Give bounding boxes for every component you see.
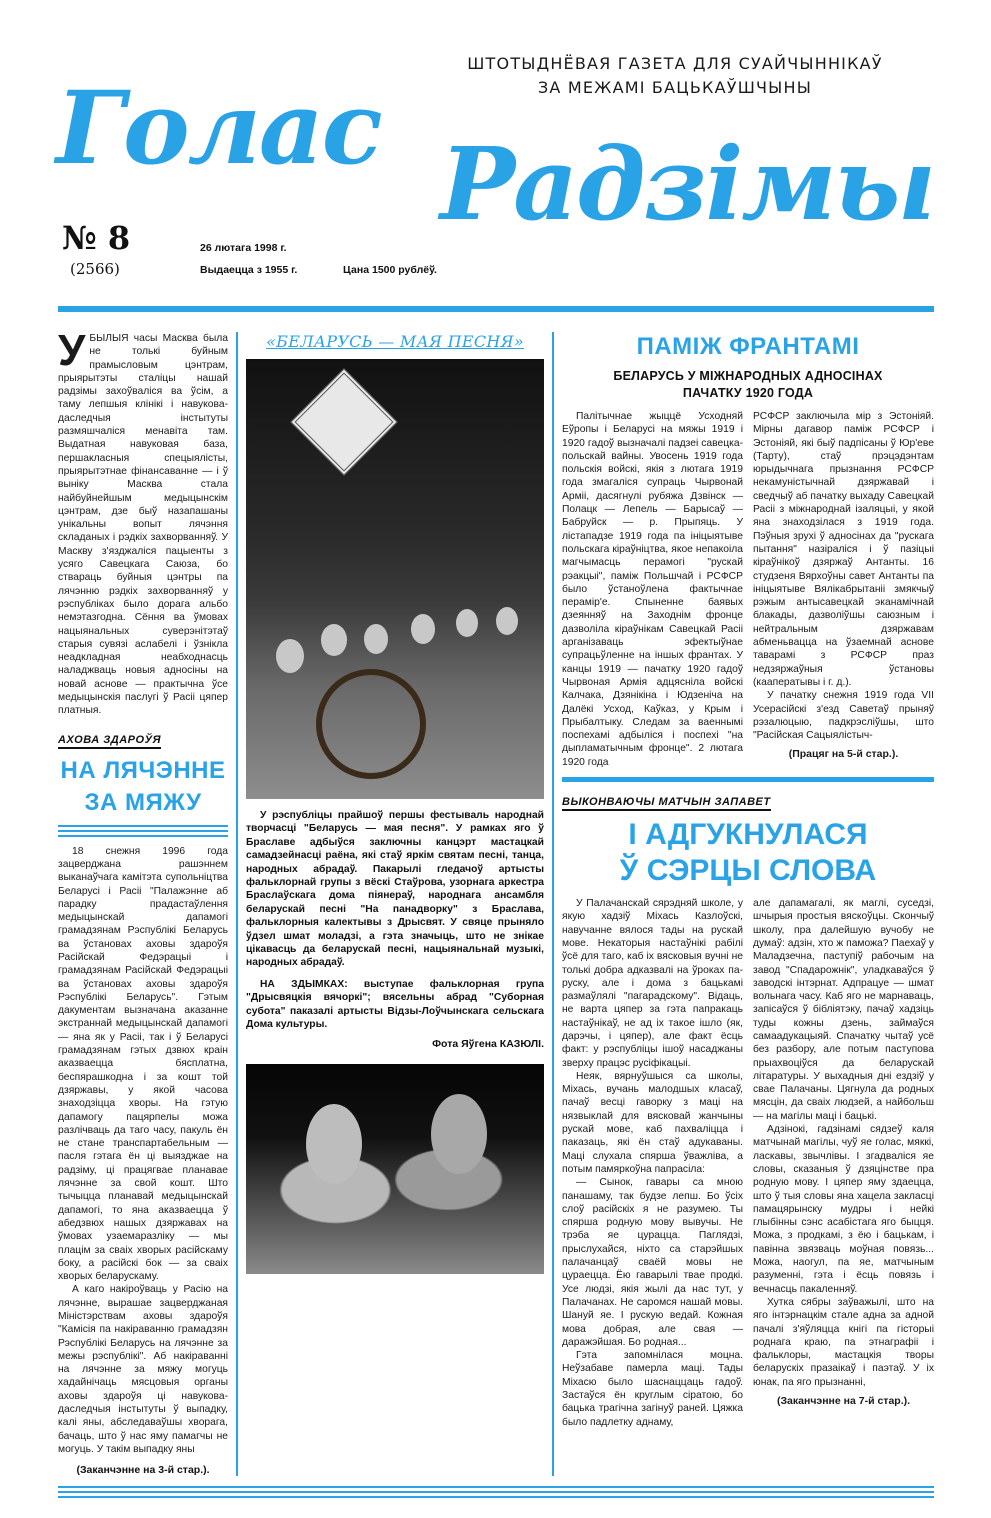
page-columns <box>58 326 934 1477</box>
right-top-subheadline <box>562 368 934 402</box>
left-paragraph: 18 снежня 1996 года зацверджана рашэннем выканаўчага камітэта супольніцтва Беларусі і Расіі "Палажэнне аб парадку прадастаўлення медыцынскай дапамогі грамадзянам Рэспублікі Беларусь ва ўстановах аховы здароўя Расійскай Федэрацыі і грамадзянам Расійскай Федэрацыі ва ўстановах аховы здароўя Рэспублікі Беларусь". Гэтым дакументам вызначана аказанне экстраннай медыцынскай дапамогі — яна як у Расіі, так і ў Беларусі грамадзянам гэтых дзвюх краін аказваецца бясплатна, беспярашкодна і за кошт той дзяржавы, у якой часова знаходзіцца хворы. На гэтую дапамогу пацярпелы можа разлічваць да таго часу, пакуль ён не стане транспартабельным — пасля гэтага ён ці выязджае на радзіму, ці працягвае планавае лячэнне за свой кошт. Што тычыцца планавай медыцынскай дапамогі, то яна аказваецца ў абедзвюх нашых дзяржавах на ўмовах узаемаразліку — мы плацім за сваіх хворых расійскаму боку, а расійскі бок — за сваіх хворых беларускаму. <box>58 845 228 1283</box>
right-top-paragraph: Палітычнае жыццё Усходняй Еўропы і Беларусі на мяжы 1919 і 1920 гадоў вызначалі падзеі савецка-польскай вайны. Увосень 1919 года польскія войскі, якія з лютага 1919 года змагаліся супраць Чырвонай Арміі, дасягнулі рубяжа Дзвінск — Полацк — Лепель — Барысаў — Бабруйск — р. Прыпяць. У лістападзе 1919 года па ініцыятыве польскага кіраўніцтва, якое непакоіла магчымасць перамогі "рускай рэакцыі", паміж Польшчай і РСФСР было ўстаноўлена фактычнае перамір'е. Спыненне баявых дзеянняў на Заходнім фронце дазволіла кіраўнікам Савецкай Расіі арганізаваць эфектыўнае супрацьўленне на іншых франтах. У канцы 1919 — пачатку 1920 гадоў Чырвоная Армія адцясніла войскі Калчака, Дзянікіна і Юдзеніча на Далёкі Усход, Каўказ, у Крым і Прыбалтыку. Следам за ваеннымі поспехамі адбыліся і поспехі "на дыпламатычным фронце". 2 лютага 1920 года <box>562 411 743 768</box>
right-bottom-continuation-link[interactable]: (Заканчэнне на 7-й стар.). <box>776 1395 911 1407</box>
right-bottom-column-2 <box>753 897 934 1429</box>
caption-text: У рэспубліцы прайшоў першы фестываль народнай творчасці "Беларусь — мая песня". У рамках яго ў Браславе адбыўся заключны канцэрт мастацкай самадзейнасці раёна, які стаў яркім святам песні, танца, народных абрадаў. Пакарылі гледачоў артысты фальклорнай групы з вёскі Стаўрова, узорнага аркестра Браслаўскага дома піянераў, народнага ансамбля беларускай песні "На панадворку" з Браслава, фальклорныя калектывы з Дрысвят. У свяце прыняло ўдзел шмат моладзі, а гэта значыць, што не знікае цікавасць да беларускай песні, нацыянальнай музыкі, народных абрадаў. <box>246 810 544 969</box>
left-continuation-link[interactable]: (Заканчэнне на 3-й стар.). <box>76 1464 210 1477</box>
photo-note-text: НА ЗДЫМКАХ: выступае фальклорная група "Дрысвяцкія вячоркі"; вясельны абрад "Суборная субота" паказалі артысты Відзы-Лоўчынскага сельскага Дома культуры. <box>246 978 544 1031</box>
right-bottom-headline-line-1: І АДГУКНУЛАСЯ <box>628 818 868 852</box>
festival-photo <box>246 359 544 799</box>
right-bottom-column-1 <box>562 897 743 1429</box>
right-bottom-columns <box>562 897 934 1429</box>
tagline-line-2: ЗА МЕЖАМІ БАЦЬКАЎШЧЫНЫ <box>537 78 813 97</box>
right-bottom-paragraph: Гэта запомнілася моцна. Неўзабаве памерла маці. Тады Міхасю было шаснаццаць гадоў. Застаўся ён круглым сіратою, бо бацька трагічна загінуў раней. Цяжка было падлетку аднаму, <box>562 1350 743 1428</box>
performer-face <box>276 639 304 673</box>
festival-emblem-icon <box>290 368 397 475</box>
center-section-title: «БЕЛАРУСЬ — МАЯ ПЕСНЯ» <box>266 332 524 351</box>
newspaper-logo-word-2: Радзімы <box>440 125 935 243</box>
right-bottom-paragraph: Неяк, вярнуўшыся са школы, Міхась, вучань малодшых класаў, пачаў весці гаворку з маці на нязвыклай для вясковай жанчыны рускай мове, каб пахваліцца і паказаць, які ён стаў адукаваны. Маці слухала спярша ўважліва, а потым памяркоўна папрасіла: <box>562 1070 743 1175</box>
photo-credit: Фота Яўгена КАЗЮЛІ. <box>432 1037 544 1050</box>
masthead <box>58 44 934 306</box>
performer-face <box>456 609 478 637</box>
left-headline <box>58 755 228 819</box>
left-headline-line-1: НА ЛЯЧЭННЕ <box>60 756 226 784</box>
performer-face <box>496 607 518 635</box>
right-top-paragraph: У пачатку снежня 1919 года VII Усерасійскі з'езд Саветаў прыняў рэзалюцыю, падкрэсліўшы, што "Расійская Сацыялістыч- <box>753 690 934 742</box>
intro-text: БЫЛЫЯ часы Масква была не толькі буйным прамысловым цэнтрам, прыярытэты сталіцы нашай радзімы захоўваліся ва ўсім, а таму лепшыя клінікі і навукова-даследчыя інстытуты размяшчаліся менавіта там. Выдатная навуковая база, першакласныя спецыялісты, прыярытэтнае фінансаванне — і ў выніку Масква стала найбуйнейшым медыцынскім цэнтрам, дзе быў назапашаны унікальны вопыт лячэння складаных і рэдкіх захворванняў. У Маскву з'язджаліся пацыенты з усяго Савецкага Саюза, бо ствараць буйныя цэнтры па лячэнню рэдкіх захворванняў у рэспубліках было дорага альбо немэтазгодна. Сёння ва ўмовах нацыянальных суверэнітэтаў старыя сувязі аслабелі і ўзнікла неадкладная неабходнасць наладжваць новыя адносіны на новай аснове — практычна ўсе медыцынскія паслугі ў Расіі цяпер платныя. <box>58 333 228 717</box>
spinning-wheel-icon <box>316 669 426 779</box>
right-top-column-1 <box>562 410 743 769</box>
right-top-headline: ПАМІЖ ФРАНТАМІ <box>636 333 860 360</box>
footer-divider <box>58 1486 934 1498</box>
performer-face <box>306 1104 362 1184</box>
right-bottom-paragraph: Адзінокі, гадзінамі сядзеў каля матчынай магілы, чуў яе голас, мяккі, ласкавы, звычлівы. І згадваліся яе словы, сказаныя ў дзяцінстве пра родную мову. І цяпер яму здаецца, што ў тыя словы яна хацела закласці памацярынску мудры і нейкі глыбінны сэнс асабістага яго быцця. Можа, з продкамі, з ёю і бацькам, і павінна звязваць моўная повязь... Можа, наогул, па яе, матчыным разуменні, гэта і ёсць повязь і вечнасць пакаленняў. <box>753 1124 934 1295</box>
issue-date: 26 лютага 1998 г. <box>200 242 287 254</box>
left-headline-divider <box>58 825 228 837</box>
right-top-continuation-link[interactable]: (Працяг на 5-й стар.). <box>788 748 899 761</box>
right-bottom-paragraph: Хутка сябры заўважылі, што на яго інтэрнацкім стале адна за адной пачалі з'яўляцца кнігі па гісторыі роднага краю, па этнаграфіі і фальклоры, мастацкія творы беларускіх празаікаў і паэтаў. У іх юнак, па яго прызнанні, <box>753 1296 934 1388</box>
ritual-photo <box>246 1064 544 1274</box>
performer-face <box>364 624 388 654</box>
right-bottom-paragraph: — Сынок, гавары са мною панашаму, так будзе лепш. Бо ўсіх слоў расійскіх я не разумею. Ты спярша родную мову вывучы. Не трэба яе цурацца. Паглядзі, прыслухайся, ніхто са старэйшых палачанцаў сваёй мовы не цураецца. Ёю гаварылі твае продкі. Усе людзі, якія жылі да нас тут, у Палачанах. Не саромся нашай мовы. Шануй яе. І рускую ведай. Кожная мова добрая, але свая — даражэйшая. Бо родная... <box>562 1177 743 1348</box>
right-column <box>562 332 934 1476</box>
subheadline-line-1: БЕЛАРУСЬ У МІЖНАРОДНЫХ АДНОСІНАХ <box>613 369 883 383</box>
masthead-divider <box>58 306 934 312</box>
issue-total-number: (2566) <box>70 260 120 278</box>
right-top-column-2 <box>753 410 934 769</box>
right-section-divider <box>562 777 934 782</box>
masthead-tagline <box>430 52 920 100</box>
issue-number: № 8 <box>62 219 131 257</box>
right-bottom-paragraph: У Палачанскай сярэдняй школе, у якую хадзіў Міхась Казлоўскі, навучанне вялося тады на рускай мове. Некаторыя настаўнікі рабілі ўсё для таго, каб іх вясковыя вучні не толькі добра адказвалі на ўроках па-руску, але і дома з бацькамі размаўлялі "пагарадскому". Відаць, не варта цяпер за гэта папракаць настаўнікаў, не ад іх такое ішло (як, дарэчы, і цяпер), але факт ёсць факт: у рэспубліцы ішоў насаджаны зверху працэс русіфікацыі. <box>562 898 743 1069</box>
right-bottom-rubric: ВЫКОНВАЮЧЫ МАТЧЫН ЗАПАВЕТ <box>562 796 771 811</box>
photo-caption <box>246 809 544 970</box>
photo-note <box>246 978 544 1032</box>
left-headline-line-2: ЗА МЯЖУ <box>84 788 202 816</box>
left-column <box>58 326 228 1477</box>
performer-face <box>321 624 347 656</box>
left-paragraph: А каго накіроўваць у Расію на лячэнне, вырашае зацверджаная Міністэрствам аховы здароўя "Камісія па накіраванню грамадзян Рэспублікі Беларусь на лячэнне за межы рэспублікі". Аб накіраванні на лячэнне за мяжу могуць хадайнічаць мясцовыя органы аховы здароўя ці навукова-даследчыя інстытуты ў выпадку, калі яны, абследаваўшы хворага, бачаць, што ў нас яму памагчы не могуць. У такім выпадку яны <box>58 1284 228 1455</box>
left-intro-article <box>58 326 228 718</box>
right-top-paragraph: РСФСР заключыла мір з Эстоніяй. Мірны дагавор паміж РСФСР і Эстоніяй, які быў падпісаны ў Юр'еве (Тарту), стаў прэцэдэнтам юрыдычнага прызнання РСФСР некамуністычнай дзяржавай і сведчыў аб пачатку выхаду Савецкай Расіі з міжнароднай ізаляцыі, у якой яна знаходзілася з 1919 года. Пэўныя зрухі ў адносінах да "рускага пытання" назіраліся і ў пазіцыі кіраўнікоў дзяржаў Антанты. 16 студзеня Вярхоўны савет Антанты па ініцыятыве Вялікабрытаніі змякчыў рэжым антысавецкай эканамічнай блакады, дазволіўшы саюзным і нейтральным дзяржавам абменьвацца на ўзаемнай аснове таварамі з РСФСР праз недзяржаўныя ўстановы (кааператывы і г. д.). <box>753 411 934 688</box>
right-bottom-headline-line-2: Ў СЭРЦЫ СЛОВА <box>619 854 877 888</box>
issue-price: Цана 1500 рублёў. <box>343 264 437 276</box>
performer-face <box>431 1094 487 1174</box>
performer-face <box>411 614 435 644</box>
published-since: Выдаецца з 1955 г. <box>200 264 298 276</box>
right-top-columns <box>562 410 934 769</box>
tagline-line-1: ШТОТЫДНЁВАЯ ГАЗЕТА ДЛЯ СУАЙЧЫННІКАЎ <box>467 54 883 73</box>
center-column <box>236 332 554 1476</box>
left-article-body <box>58 845 228 1457</box>
dropcap: У <box>58 326 86 375</box>
left-rubric: АХОВА ЗДАРОЎЯ <box>58 734 161 749</box>
subheadline-line-2: ПАЧАТКУ 1920 ГОДА <box>682 386 814 400</box>
right-bottom-paragraph: але дапамагалі, як маглі, суседзі, шчырыя простыя вяскоўцы. Скончыў школу, пра далейшую вучобу не думаў: адзін, хто ж паможа? Паехаў у Маладзечна, паступіў рабочым на завод "Спадарожнік", уладкаваўся ў заводскі інтэрнат. Адпрацуе — шмат вольнага часу. Каб яго не марнаваць, запісаўся ў бібліятэку, пачаў хадзіць туды кожны дзень, займаўся самаадукацыяй. Спачатку чытаў усё без разбору, але потым паступова прыахвоціўся да беларускай літаратуры. У выхадныя дні ездзіў у свае Палачаны. Цягнула да родных мясцін, да сваіх людзей, а найбольш — на магілы маці і бацькі. <box>753 898 934 1122</box>
newspaper-logo-word-1: Голас <box>56 69 381 187</box>
right-bottom-headline <box>562 817 934 889</box>
